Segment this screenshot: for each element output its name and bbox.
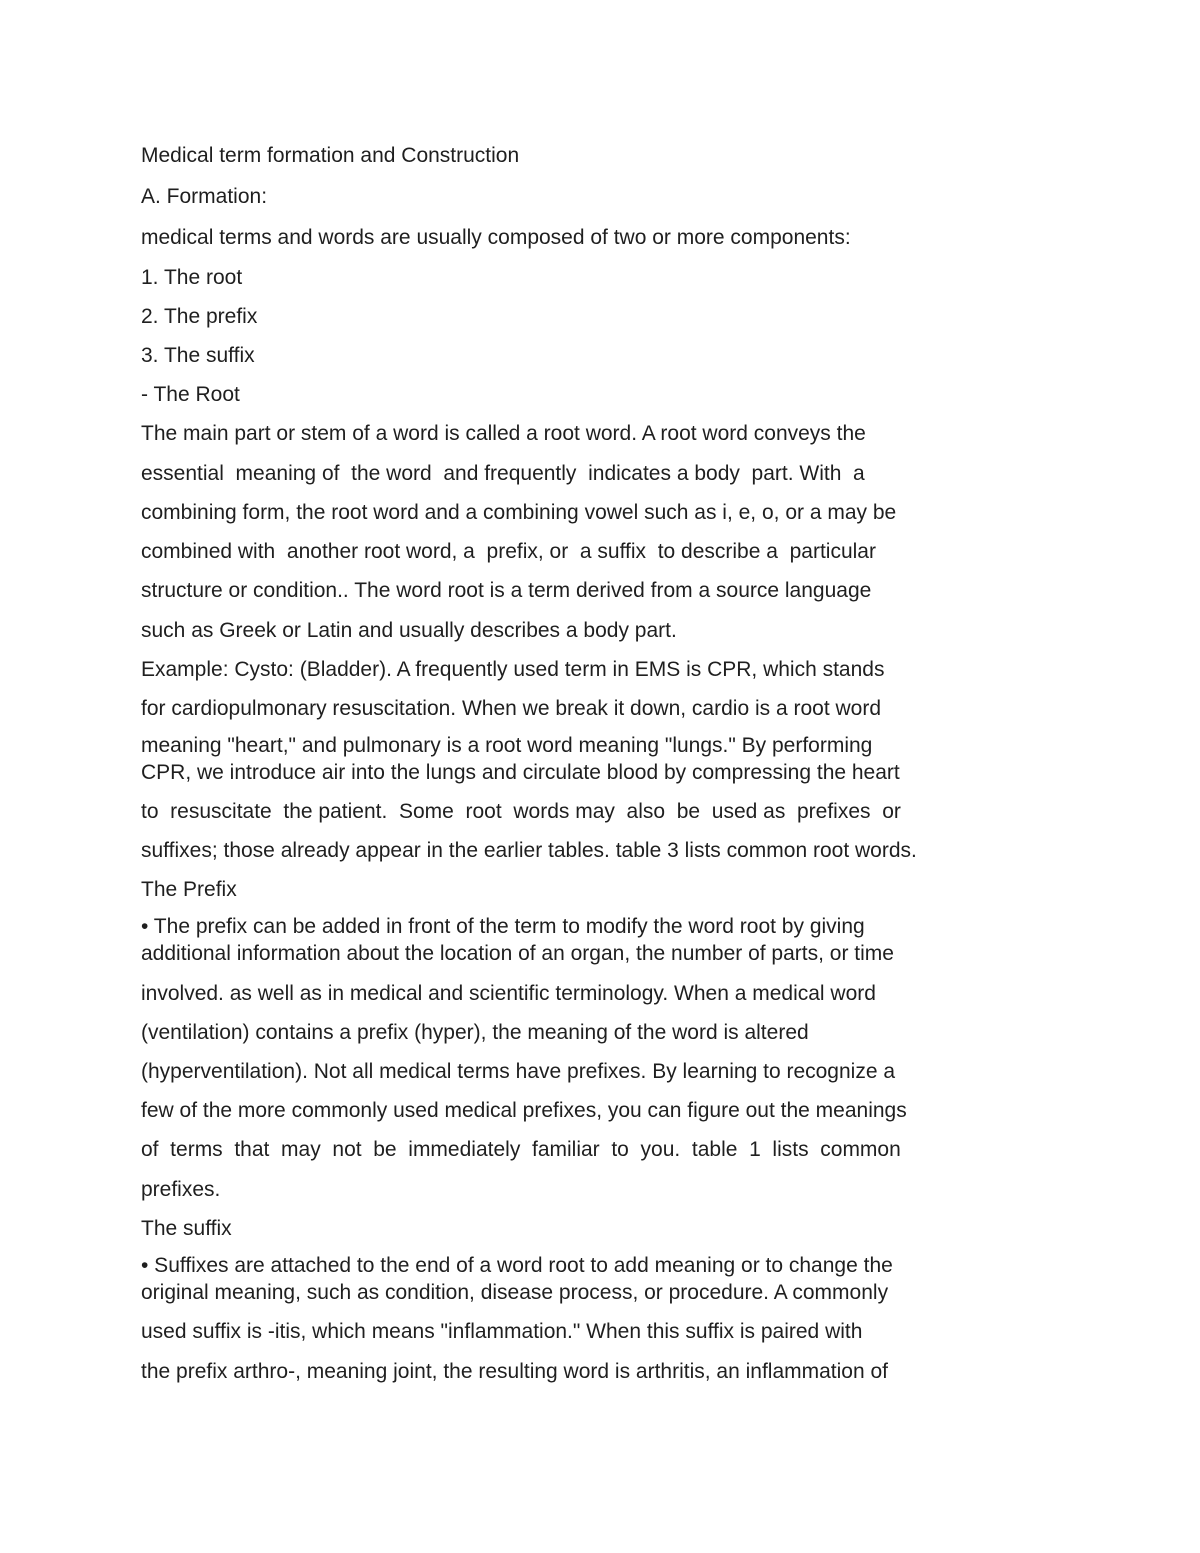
suffix-paragraph-line: • Suffixes are attached to the end of a word root to add meaning or to change the	[141, 1254, 893, 1277]
prefix-paragraph-line: involved. as well as in medical and scientific terminology. When a medical word	[141, 982, 876, 1005]
prefix-paragraph-line: (hyperventilation). Not all medical terms have prefixes. By learning to recognize a	[141, 1060, 896, 1083]
root-paragraph-line: structure or condition.. The word root is a term derived from a source language	[141, 579, 872, 602]
section-heading-prefix: The Prefix	[141, 878, 237, 901]
section-heading-root: - The Root	[141, 383, 240, 406]
root-paragraph-line: combining form, the root word and a combining vowel such as i, e, o, or a may be	[141, 501, 897, 524]
root-paragraph-line: CPR, we introduce air into the lungs and circulate blood by compressing the heart	[141, 761, 900, 784]
root-paragraph-line: suffixes; those already appear in the earlier tables. table 3 lists common root words.	[141, 839, 917, 862]
root-paragraph-line: such as Greek or Latin and usually describes a body part.	[141, 619, 677, 642]
component-item-suffix: 3. The suffix	[141, 344, 255, 367]
prefix-paragraph-line: • The prefix can be added in front of the term to modify the word root by giving	[141, 915, 865, 938]
suffix-paragraph-line: used suffix is -itis, which means "inflammation." When this suffix is paired with	[141, 1320, 863, 1343]
root-paragraph-line: essential meaning of the word and frequently indicates a body part. With a	[141, 462, 865, 485]
section-heading-formation: A. Formation:	[141, 185, 268, 208]
root-paragraph-line: The main part or stem of a word is called a root word. A root word conveys the	[141, 422, 866, 445]
root-paragraph-line: combined with another root word, a prefix, or a suffix to describe a particular	[141, 540, 876, 563]
prefix-paragraph-line: prefixes.	[141, 1178, 221, 1201]
root-paragraph-line: Example: Cysto: (Bladder). A frequently used term in EMS is CPR, which stands	[141, 658, 885, 681]
section-heading-suffix: The suffix	[141, 1217, 232, 1240]
prefix-paragraph-line: of terms that may not be immediately familiar to you. table 1 lists common	[141, 1138, 901, 1161]
suffix-paragraph-line: original meaning, such as condition, disease process, or procedure. A commonly	[141, 1281, 889, 1304]
prefix-paragraph-line: few of the more commonly used medical prefixes, you can figure out the meanings	[141, 1099, 907, 1122]
root-paragraph-line: meaning "heart," and pulmonary is a root word meaning "lungs." By performing	[141, 734, 873, 757]
prefix-paragraph-line: (ventilation) contains a prefix (hyper), the meaning of the word is altered	[141, 1021, 809, 1044]
component-item-root: 1. The root	[141, 266, 243, 289]
suffix-paragraph-line: the prefix arthro-, meaning joint, the resulting word is arthritis, an inflammation of	[141, 1360, 889, 1383]
component-item-prefix: 2. The prefix	[141, 305, 258, 328]
root-paragraph-line: for cardiopulmonary resuscitation. When we break it down, cardio is a root word	[141, 697, 882, 720]
intro-line: medical terms and words are usually composed of two or more components:	[141, 226, 851, 249]
document-title: Medical term formation and Construction	[141, 144, 520, 167]
root-paragraph-line: to resuscitate the patient. Some root words may also be used as prefixes or	[141, 800, 901, 823]
prefix-paragraph-line: additional information about the location of an organ, the number of parts, or time	[141, 942, 894, 965]
